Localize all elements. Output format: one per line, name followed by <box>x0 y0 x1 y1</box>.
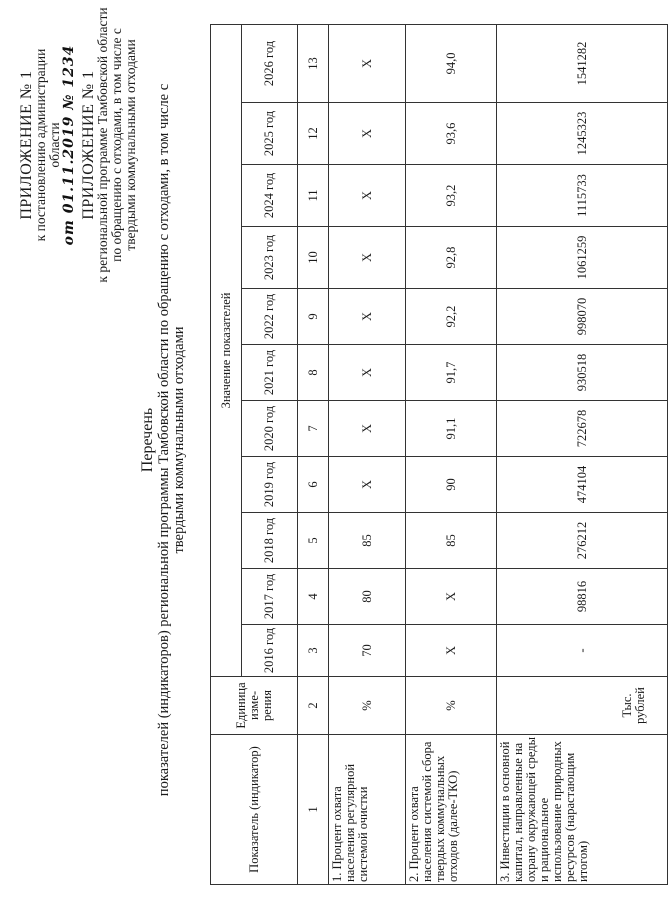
year-header: 2019 год <box>242 457 298 513</box>
year-header: 2022 год <box>242 289 298 345</box>
indicator-value: 80 <box>329 569 406 625</box>
document-subtitle-line: показателей (индикаторов) региональной программы Тамбовской области по обращению с отходами, в том числе с <box>156 83 172 797</box>
indicator-value: 1061259 <box>497 227 668 289</box>
document-subtitle-line: твердыми коммунальными отходами <box>171 326 187 554</box>
year-header: 2023 год <box>242 227 298 289</box>
table-header-row <box>211 24 242 884</box>
indicator-value: 85 <box>406 513 497 569</box>
table-column-numbers-row <box>298 24 329 884</box>
table-row <box>406 24 497 884</box>
approval-header <box>20 25 76 265</box>
indicator-value: 98816 <box>497 569 668 625</box>
column-number: 9 <box>298 289 329 345</box>
year-header: 2017 год <box>242 569 298 625</box>
document-title: Перечень <box>139 407 156 473</box>
column-number: 2 <box>298 677 329 735</box>
column-number: 4 <box>298 569 329 625</box>
indicator-value: Х <box>329 401 406 457</box>
year-header: 2026 год <box>242 24 298 102</box>
indicator-value: 1115733 <box>497 165 668 227</box>
indicator-value: 70 <box>329 625 406 677</box>
header-values: Значение показателей <box>211 24 242 676</box>
year-header: 2016 год <box>242 625 298 677</box>
indicator-value: Х <box>329 289 406 345</box>
column-number: 12 <box>298 103 329 165</box>
indicator-value: Х <box>406 569 497 625</box>
column-number: 11 <box>298 165 329 227</box>
indicator-value: Х <box>329 457 406 513</box>
indicator-value: 1541282 <box>497 24 668 102</box>
program-appendix-header <box>82 5 138 285</box>
column-number: 1 <box>298 735 329 885</box>
indicator-unit: % <box>329 677 406 735</box>
indicator-value: 998070 <box>497 289 668 345</box>
indicator-value: 93,6 <box>406 103 497 165</box>
indicator-unit: Тыс. рублей <box>497 677 668 735</box>
header-indicator: Показатель (индикатор) <box>211 735 298 885</box>
year-header: 2024 год <box>242 165 298 227</box>
table-row <box>329 24 406 884</box>
year-header: 2021 год <box>242 345 298 401</box>
indicator-name: 1. Процент охвата населения регулярной системой очистки <box>329 735 406 885</box>
document-title-block <box>140 5 187 875</box>
indicator-value: Х <box>329 24 406 102</box>
indicator-value: - <box>497 625 668 677</box>
indicator-value: Х <box>329 227 406 289</box>
table-row <box>497 24 668 884</box>
program-appendix-title: ПРИЛОЖЕНИЕ № 1 <box>80 70 97 220</box>
program-appendix-line: по обращению с отходами, в том числе с <box>109 28 124 262</box>
column-number: 13 <box>298 24 329 102</box>
indicator-value: Х <box>329 165 406 227</box>
appendix-title: ПРИЛОЖЕНИЕ № 1 <box>18 70 35 220</box>
indicator-value: 930518 <box>497 345 668 401</box>
program-appendix-line: твердыми коммунальными отходами <box>123 39 138 251</box>
indicator-value: 91,1 <box>406 401 497 457</box>
indicator-value: 92,8 <box>406 227 497 289</box>
indicator-value: Х <box>329 345 406 401</box>
column-number: 8 <box>298 345 329 401</box>
indicator-value: 90 <box>406 457 497 513</box>
indicator-value: 722678 <box>497 401 668 457</box>
indicator-value: Х <box>329 103 406 165</box>
indicator-value: 94,0 <box>406 24 497 102</box>
indicators-table <box>210 24 668 885</box>
column-number: 7 <box>298 401 329 457</box>
year-header: 2025 год <box>242 103 298 165</box>
indicator-value: Х <box>406 625 497 677</box>
indicator-name: 3. Инвестиции в основной капитал, направленные на охрану окружающей среды и рациональное использование природных ресурсов (нарастающим итогом) <box>497 735 668 885</box>
appendix-basis: к постановлению администрации области <box>33 48 62 242</box>
indicator-unit: % <box>406 677 497 735</box>
indicator-value: 91,7 <box>406 345 497 401</box>
program-appendix-line: к региональной программе Тамбовской области <box>95 7 110 283</box>
year-header: 2018 год <box>242 513 298 569</box>
indicator-value: 474104 <box>497 457 668 513</box>
indicator-value: 93,2 <box>406 165 497 227</box>
column-number: 6 <box>298 457 329 513</box>
indicator-name: 2. Процент охвата населения системой сбора твердых коммунальных отходов (далее-ТКО) <box>406 735 497 885</box>
column-number: 5 <box>298 513 329 569</box>
column-number: 10 <box>298 227 329 289</box>
indicator-value: 1245323 <box>497 103 668 165</box>
year-header: 2020 год <box>242 401 298 457</box>
header-unit: Единица изме-рения <box>211 677 298 735</box>
handwritten-date-number: от 01.11.2019 № 1234 <box>61 44 77 246</box>
indicator-value: 85 <box>329 513 406 569</box>
indicator-value: 92,2 <box>406 289 497 345</box>
indicator-value: 276212 <box>497 513 668 569</box>
column-number: 3 <box>298 625 329 677</box>
